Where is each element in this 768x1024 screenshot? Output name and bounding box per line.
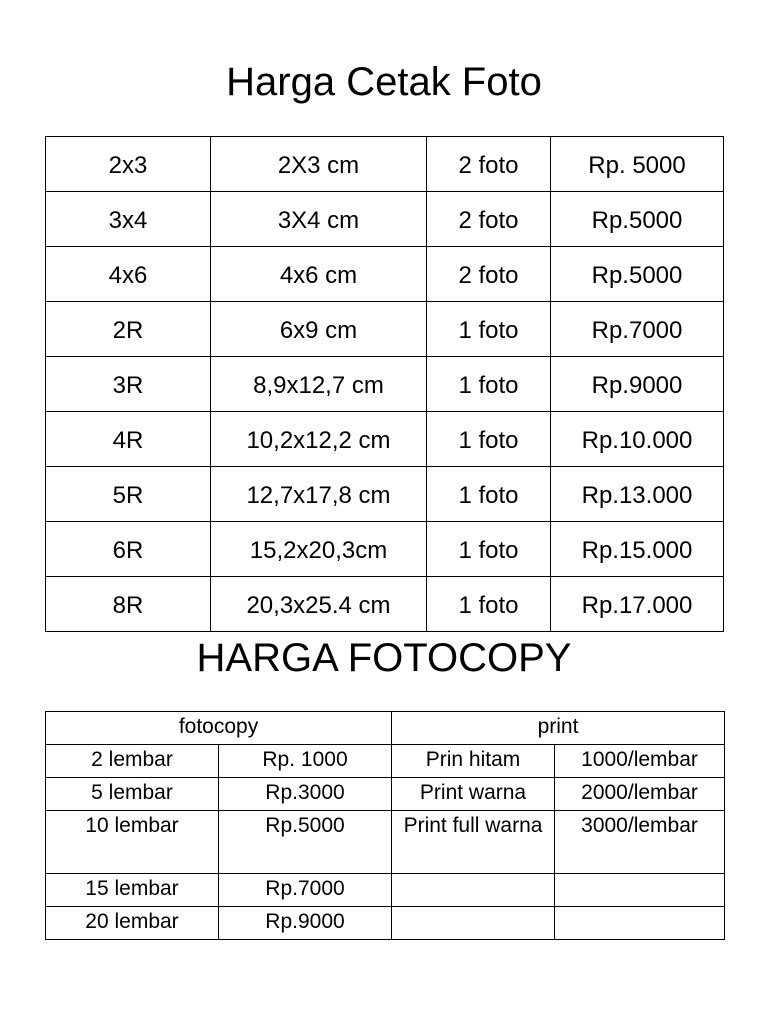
photo-dimension-cell: 15,2x20,3cm — [211, 522, 427, 577]
photo-price-cell: Rp.17.000 — [551, 577, 724, 632]
photo-dimension-cell: 3X4 cm — [211, 192, 427, 247]
table-row — [46, 874, 725, 907]
photo-dimension-cell: 2X3 cm — [211, 137, 427, 192]
photo-size-cell: 5R — [46, 467, 211, 522]
print-price-cell: 3000/lembar — [555, 811, 725, 874]
table-row — [46, 137, 724, 192]
photo-print-price-table — [45, 136, 724, 632]
table-row — [46, 357, 724, 412]
print-type-cell — [392, 874, 555, 907]
fotocopy-price-cell: Rp.7000 — [219, 874, 392, 907]
photo-dimension-cell: 4x6 cm — [211, 247, 427, 302]
photo-quantity-cell: 1 foto — [427, 357, 551, 412]
photo-size-cell: 3R — [46, 357, 211, 412]
photo-dimension-cell: 6x9 cm — [211, 302, 427, 357]
photo-quantity-cell: 1 foto — [427, 522, 551, 577]
photocopy-title: HARGA FOTOCOPY — [196, 636, 572, 680]
photo-price-cell: Rp.15.000 — [551, 522, 724, 577]
photo-price-cell: Rp.5000 — [551, 192, 724, 247]
photo-quantity-cell: 2 foto — [427, 247, 551, 302]
photo-quantity-cell: 1 foto — [427, 302, 551, 357]
print-price-cell: 1000/lembar — [555, 745, 725, 778]
print-type-cell: Prin hitam — [392, 745, 555, 778]
table-row — [46, 778, 725, 811]
photo-quantity-cell: 1 foto — [427, 412, 551, 467]
sheet-count-cell: 20 lembar — [46, 907, 219, 940]
print-header: print — [392, 712, 725, 745]
table-row — [46, 247, 724, 302]
fotocopy-price-cell: Rp.9000 — [219, 907, 392, 940]
print-type-cell — [392, 907, 555, 940]
sheet-count-cell: 10 lembar — [46, 811, 219, 874]
photo-print-title: Harga Cetak Foto — [226, 60, 542, 104]
photo-quantity-cell: 2 foto — [427, 137, 551, 192]
photo-dimension-cell: 8,9x12,7 cm — [211, 357, 427, 412]
table-row — [46, 192, 724, 247]
table-row — [46, 467, 724, 522]
table-row — [46, 745, 725, 778]
photo-size-cell: 4x6 — [46, 247, 211, 302]
photo-size-cell: 8R — [46, 577, 211, 632]
photo-price-cell: Rp.5000 — [551, 247, 724, 302]
print-type-cell: Print full warna — [392, 811, 555, 874]
fotocopy-price-cell: Rp.5000 — [219, 811, 392, 874]
photo-quantity-cell: 1 foto — [427, 577, 551, 632]
photo-size-cell: 2x3 — [46, 137, 211, 192]
print-price-cell: 2000/lembar — [555, 778, 725, 811]
fotocopy-header: fotocopy — [46, 712, 392, 745]
table-row — [46, 811, 725, 874]
photo-price-cell: Rp.9000 — [551, 357, 724, 412]
photo-dimension-cell: 20,3x25.4 cm — [211, 577, 427, 632]
photo-price-cell: Rp.10.000 — [551, 412, 724, 467]
print-price-cell — [555, 874, 725, 907]
photo-price-cell: Rp. 5000 — [551, 137, 724, 192]
table-row — [46, 907, 725, 940]
sheet-count-cell: 5 lembar — [46, 778, 219, 811]
photo-price-cell: Rp.13.000 — [551, 467, 724, 522]
sheet-count-cell: 15 lembar — [46, 874, 219, 907]
table-row — [46, 522, 724, 577]
table-header-row — [46, 712, 725, 745]
print-type-cell: Print warna — [392, 778, 555, 811]
photo-dimension-cell: 12,7x17,8 cm — [211, 467, 427, 522]
fotocopy-price-cell: Rp. 1000 — [219, 745, 392, 778]
photocopy-price-table — [45, 711, 725, 940]
print-price-cell — [555, 907, 725, 940]
photo-size-cell: 3x4 — [46, 192, 211, 247]
sheet-count-cell: 2 lembar — [46, 745, 219, 778]
table-row — [46, 412, 724, 467]
table-row — [46, 577, 724, 632]
photo-size-cell: 6R — [46, 522, 211, 577]
photo-dimension-cell: 10,2x12,2 cm — [211, 412, 427, 467]
fotocopy-price-cell: Rp.3000 — [219, 778, 392, 811]
photo-size-cell: 2R — [46, 302, 211, 357]
photo-quantity-cell: 1 foto — [427, 467, 551, 522]
table-row — [46, 302, 724, 357]
photo-price-cell: Rp.7000 — [551, 302, 724, 357]
photo-quantity-cell: 2 foto — [427, 192, 551, 247]
photo-size-cell: 4R — [46, 412, 211, 467]
